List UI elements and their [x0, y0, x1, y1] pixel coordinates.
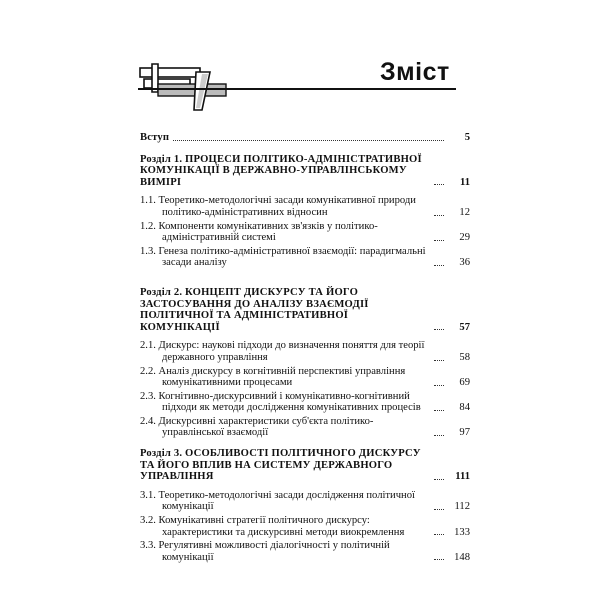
- toc-entry-1-2[interactable]: [140, 221, 470, 244]
- toc-entry-label: 2.4. Дискурсивні характеристики суб'єкта політико-управлінської взаємодії: [140, 415, 374, 439]
- leader-dots: [434, 410, 444, 411]
- leader-dots: [434, 559, 444, 560]
- toc-entry-label: 1.1. Теоретико-методологічні засади комунікативної природи політико-адміністративних відносин: [140, 195, 416, 218]
- toc-page-number: 84: [459, 402, 470, 414]
- toc-entry-label: Вступ: [140, 132, 170, 143]
- leader-dots: [434, 534, 444, 535]
- leader-dots: [434, 184, 444, 185]
- toc-entry-label: 3.3. Регулятивні можливості діалогічності у політичній комунікації: [140, 540, 390, 563]
- toc-page-number: 57: [459, 321, 470, 333]
- header-rule: [138, 88, 456, 90]
- toc-section-label: Розділ 2. КОНЦЕПТ ДИСКУРСУ ТА ЙОГО ЗАСТОСУВАННЯ ДО АНАЛІЗУ ВЗАЄМОДІЇ ПОЛІТИЧНОЇ ТА АДМІНІСТРАТИВНОЇ КОМУНІКАЦІЇ: [140, 286, 369, 333]
- toc-entry-label: 1.3. Генеза політико-адміністративної взаємодії: парадигмальні засади аналізу: [140, 245, 426, 269]
- leader-dots: [434, 385, 444, 386]
- toc-section-1[interactable]: [140, 154, 470, 189]
- toc-entry-2-3[interactable]: [140, 391, 470, 414]
- toc-page-number: 12: [459, 206, 470, 218]
- toc-page-number: 58: [459, 351, 470, 363]
- toc-entry-label: 3.1. Теоретико-методологічні засади дослідження політичної комунікації: [140, 489, 415, 513]
- leader-dots: [434, 240, 444, 241]
- toc-section-3[interactable]: [140, 448, 470, 483]
- toc-entry-3-2[interactable]: [140, 515, 470, 538]
- decorative-logo-icon: [138, 62, 228, 112]
- toc-page-number: 36: [459, 257, 470, 269]
- toc-page-number: 29: [459, 232, 470, 244]
- toc-entry-1-1[interactable]: [140, 195, 470, 218]
- leader-dots: [434, 360, 444, 361]
- toc-entry-label: 2.3. Когнітивно-дискурсивний і комунікативно-когнітивний підходи як методи дослідження комунікативних процесів: [140, 390, 421, 414]
- leader-dots: [434, 329, 444, 330]
- toc-section-label: Розділ 3. ОСОБЛИВОСТІ ПОЛІТИЧНОГО ДИСКУРСУ ТА ЙОГО ВПЛИВ НА СИСТЕМУ ДЕРЖАВНОГО УПРАВЛІННЯ: [140, 448, 421, 483]
- toc-page-number: 11: [459, 176, 470, 188]
- toc-entry-label: 2.2. Аналіз дискурсу в когнітивній перспективі управління комунікативними процесами: [140, 365, 406, 389]
- toc-entry-label: 1.2. Компоненти комунікативних зв'язків у політико-адміністративній системі: [140, 220, 378, 244]
- toc-entry-label: 2.1. Дискурс: наукові підходи до визначення поняття для теорії державного управління: [140, 340, 425, 363]
- leader-dots: [434, 509, 444, 510]
- toc-page-number: 148: [454, 551, 470, 563]
- toc-page-number: 111: [455, 471, 470, 483]
- toc-entry-2-2[interactable]: [140, 366, 470, 389]
- leader-dots: [434, 265, 444, 266]
- page-title: Зміст: [380, 58, 450, 86]
- toc-entry-3-1[interactable]: [140, 490, 470, 513]
- toc-page-number: 133: [454, 526, 470, 538]
- toc-entry-2-1[interactable]: [140, 340, 470, 363]
- leader-dots: [434, 479, 444, 480]
- table-of-contents: [140, 132, 470, 565]
- leader-dots: [173, 140, 444, 141]
- toc-page-number: 112: [454, 501, 470, 513]
- toc-entry-intro[interactable]: [140, 132, 470, 144]
- toc-section-label: Розділ 1. ПРОЦЕСИ ПОЛІТИКО-АДМІНІСТРАТИВНОЇ КОМУНІКАЦІЇ В ДЕРЖАВНО-УПРАВЛІНСЬКОМУ ВИМІРІ: [140, 153, 422, 188]
- toc-section-2[interactable]: [140, 287, 470, 333]
- toc-entry-3-3[interactable]: [140, 540, 470, 563]
- toc-entry-2-4[interactable]: [140, 416, 470, 439]
- leader-dots: [434, 435, 444, 436]
- leader-dots: [434, 215, 444, 216]
- toc-page-number: 69: [459, 377, 470, 389]
- toc-entry-1-3[interactable]: [140, 246, 470, 269]
- toc-page-number: 5: [464, 132, 470, 143]
- toc-entry-label: 3.2. Комунікативні стратегії політичного дискурсу: характеристики та дискурсивні методи виокремлення: [140, 515, 405, 538]
- toc-page-number: 97: [459, 427, 470, 439]
